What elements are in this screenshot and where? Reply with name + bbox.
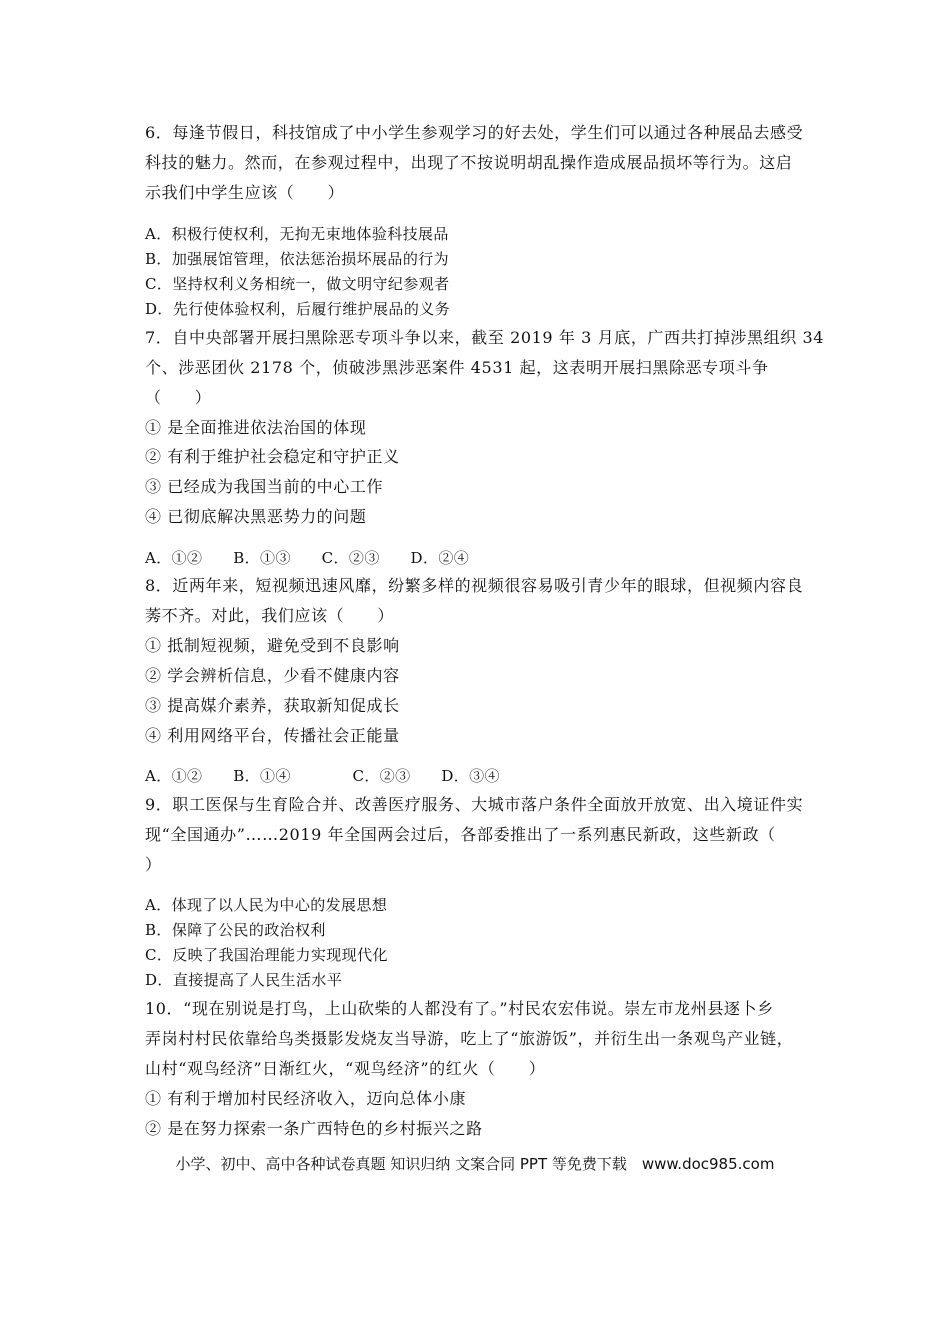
q9-option-a: A．体现了以人民为中心的发展思想 — [145, 896, 388, 914]
q9-stem-line-3: ） — [145, 855, 162, 874]
q7-stem-line-3: （ ） — [145, 388, 212, 407]
q8-statement-4: ④ 利用网络平台，传播社会正能量 — [145, 726, 400, 745]
q8-stem-line-1: 8．近两年来，短视频迅速风靡，纷繁多样的视频很容易吸引青少年的眼球，但视频内容良 — [145, 576, 804, 595]
q6-option-a: A．积极行使权利，无拘无束地体验科技展品 — [145, 225, 449, 243]
q7-stem-line-2: 个、涉恶团伙 2178 个，侦破涉黑涉恶案件 4531 起，这表明开展扫黑除恶专项斗争 — [145, 358, 769, 377]
q10-stem-line-3: 山村“观鸟经济”日渐红火，“观鸟经济”的红火（ ） — [145, 1059, 546, 1078]
q10-statement-2: ② 是在努力探索一条广西特色的乡村振兴之路 — [145, 1119, 483, 1138]
q9-stem-line-1: 9．职工医保与生育险合并、改善医疗服务、大城市落户条件全面放开放宽、出入境证件实 — [145, 795, 804, 814]
q8-statement-2: ② 学会辨析信息，少看不健康内容 — [145, 666, 400, 685]
q8-statement-3: ③ 提高媒介素养，获取新知促成长 — [145, 696, 400, 715]
q10-statement-1: ① 有利于增加村民经济收入，迈向总体小康 — [145, 1089, 467, 1108]
q9-stem-line-2: 现“全国通办”……2019 年全国两会过后，各部委推出了一系列惠民新政，这些新政（ — [145, 825, 776, 844]
q7-options: A．①② B．①③ C．②③ D．②④ — [145, 549, 470, 567]
q9-option-c: C．反映了我国治理能力实现现代化 — [145, 946, 388, 964]
q7-stem-line-1: 7．自中央部署开展扫黑除恶专项斗争以来，截至 2019 年 3 月底，广西共打掉涉黑组织 34 — [145, 328, 825, 347]
q6-option-d: D．先行使体验权利，后履行维护展品的义务 — [145, 300, 451, 318]
q9-option-b: B．保障了公民的政治权利 — [145, 921, 326, 939]
q10-stem-line-1: 10．“现在别说是打鸟，上山砍柴的人都没有了。”村民农宏伟说。崇左市龙州县逐卜乡 — [145, 999, 774, 1018]
q10-stem-line-2: 弄岗村村民依靠给鸟类摄影发烧友当导游，吃上了“旅游饭”，并衍生出一条观鸟产业链， — [145, 1029, 794, 1048]
q6-option-c: C．坚持权利义务相统一，做文明守纪参观者 — [145, 275, 450, 293]
q6-option-b: B．加强展馆管理，依法惩治损坏展品的行为 — [145, 250, 450, 268]
q6-stem-line-1: 6．每逢节假日，科技馆成了中小学生参观学习的好去处，学生们可以通过各种展品去感受 — [145, 123, 804, 142]
q7-statement-3: ③ 已经成为我国当前的中心工作 — [145, 477, 384, 496]
q6-stem-line-3: 示我们中学生应该（ ） — [145, 183, 345, 202]
q8-stem-line-2: 莠不齐。对此，我们应该（ ） — [145, 606, 395, 625]
q7-statement-4: ④ 已彻底解决黑恶势力的问题 — [145, 507, 367, 526]
q7-statement-1: ① 是全面推进依法治国的体现 — [145, 418, 367, 437]
q7-statement-2: ② 有利于维护社会稳定和守护正义 — [145, 447, 400, 466]
q8-statement-1: ① 抵制短视频，避免受到不良影响 — [145, 636, 400, 655]
q6-stem-line-2: 科技的魅力。然而，在参观过程中，出现了不按说明胡乱操作造成展品损坏等行为。这启 — [145, 153, 793, 172]
q9-option-d: D．直接提高了人民生活水平 — [145, 971, 343, 989]
page-footer: 小学、初中、高中各种试卷真题 知识归纳 文案合同 PPT 等免费下载 www.doc985.com — [175, 1155, 775, 1173]
q8-options: A．①② B．①④ C．②③ D．③④ — [145, 767, 500, 785]
